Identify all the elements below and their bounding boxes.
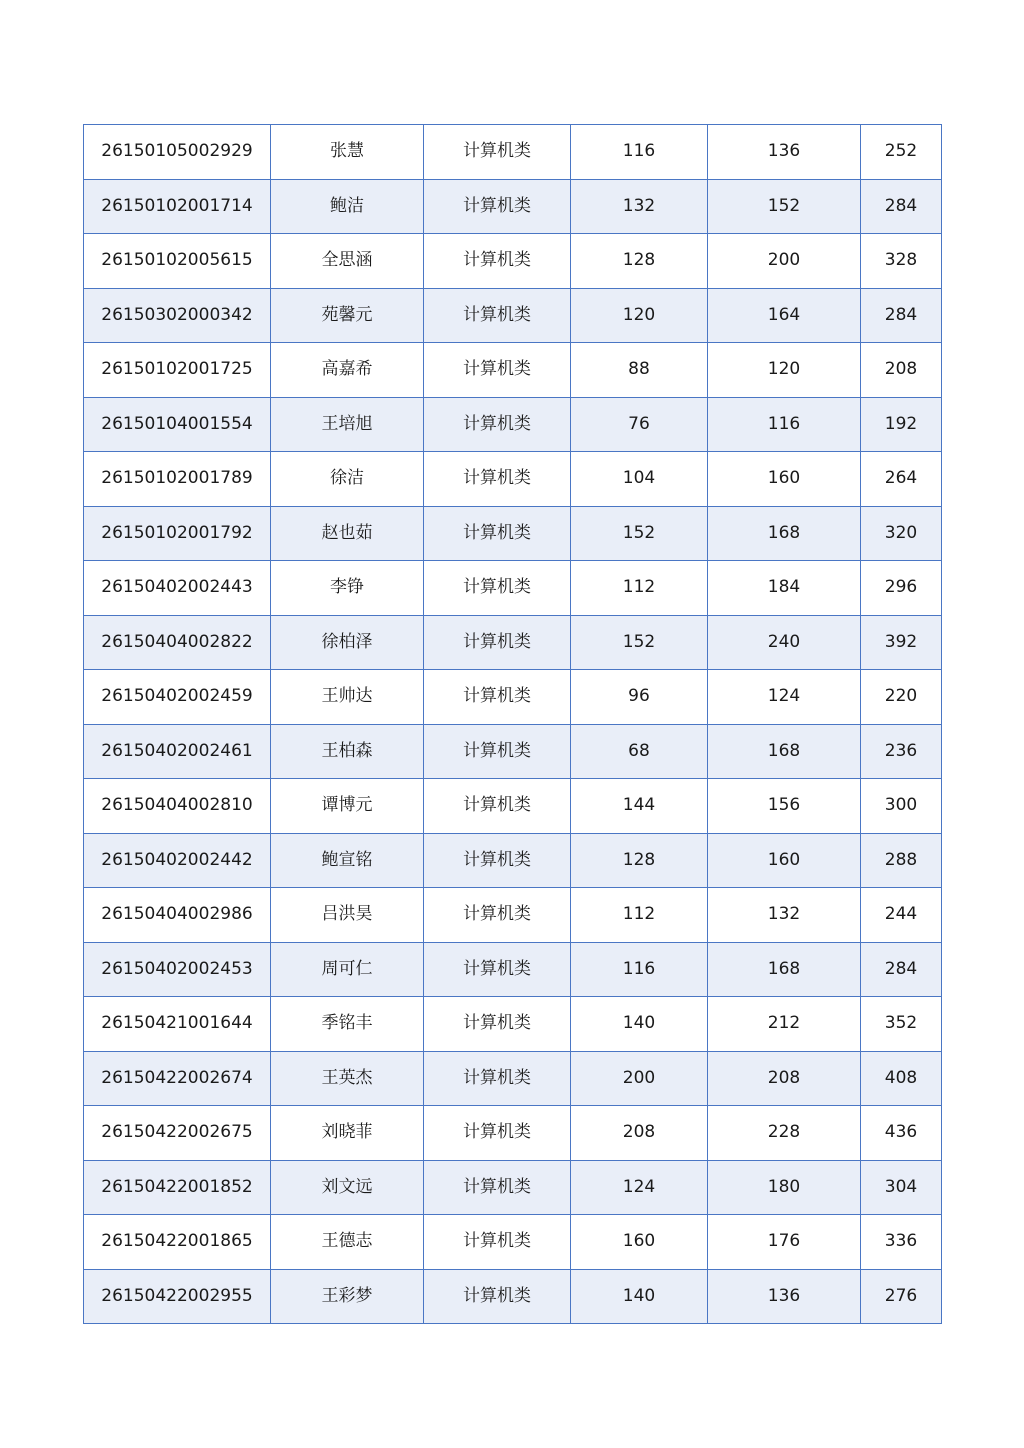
cell-score-1: 208 bbox=[571, 1106, 708, 1161]
cell-exam-id: 26150402002443 bbox=[84, 561, 271, 616]
table-row bbox=[84, 779, 942, 834]
cell-major: 计算机类 bbox=[424, 179, 571, 234]
cell-score-1: 76 bbox=[571, 397, 708, 452]
cell-exam-id: 26150421001644 bbox=[84, 997, 271, 1052]
cell-score-1: 120 bbox=[571, 288, 708, 343]
table-row bbox=[84, 724, 942, 779]
cell-total: 300 bbox=[861, 779, 942, 834]
cell-exam-id: 26150422002955 bbox=[84, 1269, 271, 1324]
cell-name: 鲍洁 bbox=[271, 179, 424, 234]
cell-total: 284 bbox=[861, 942, 942, 997]
cell-score-2: 180 bbox=[708, 1160, 861, 1215]
cell-score-1: 116 bbox=[571, 125, 708, 180]
cell-major: 计算机类 bbox=[424, 1106, 571, 1161]
cell-score-1: 160 bbox=[571, 1215, 708, 1270]
cell-total: 284 bbox=[861, 288, 942, 343]
cell-name: 全思涵 bbox=[271, 234, 424, 289]
table-row bbox=[84, 942, 942, 997]
cell-major: 计算机类 bbox=[424, 234, 571, 289]
cell-major: 计算机类 bbox=[424, 833, 571, 888]
cell-score-2: 168 bbox=[708, 942, 861, 997]
cell-score-2: 132 bbox=[708, 888, 861, 943]
cell-score-2: 168 bbox=[708, 724, 861, 779]
cell-name: 徐洁 bbox=[271, 452, 424, 507]
cell-total: 284 bbox=[861, 179, 942, 234]
cell-score-2: 200 bbox=[708, 234, 861, 289]
cell-total: 208 bbox=[861, 343, 942, 398]
cell-name: 张慧 bbox=[271, 125, 424, 180]
table-row bbox=[84, 1106, 942, 1161]
cell-total: 408 bbox=[861, 1051, 942, 1106]
cell-exam-id: 26150422002674 bbox=[84, 1051, 271, 1106]
cell-total: 328 bbox=[861, 234, 942, 289]
cell-exam-id: 26150402002461 bbox=[84, 724, 271, 779]
table-row bbox=[84, 561, 942, 616]
cell-total: 320 bbox=[861, 506, 942, 561]
cell-score-2: 212 bbox=[708, 997, 861, 1052]
cell-exam-id: 26150402002442 bbox=[84, 833, 271, 888]
cell-major: 计算机类 bbox=[424, 452, 571, 507]
table-row bbox=[84, 888, 942, 943]
cell-score-1: 152 bbox=[571, 506, 708, 561]
cell-exam-id: 26150422002675 bbox=[84, 1106, 271, 1161]
cell-exam-id: 26150422001865 bbox=[84, 1215, 271, 1270]
cell-score-2: 228 bbox=[708, 1106, 861, 1161]
table-row bbox=[84, 1215, 942, 1270]
cell-name: 吕洪昊 bbox=[271, 888, 424, 943]
cell-name: 鲍宣铭 bbox=[271, 833, 424, 888]
cell-name: 季铭丰 bbox=[271, 997, 424, 1052]
cell-score-2: 124 bbox=[708, 670, 861, 725]
cell-score-2: 116 bbox=[708, 397, 861, 452]
cell-exam-id: 26150422001852 bbox=[84, 1160, 271, 1215]
cell-major: 计算机类 bbox=[424, 397, 571, 452]
cell-major: 计算机类 bbox=[424, 288, 571, 343]
cell-name: 王培旭 bbox=[271, 397, 424, 452]
cell-name: 徐柏泽 bbox=[271, 615, 424, 670]
cell-score-1: 128 bbox=[571, 833, 708, 888]
cell-score-2: 164 bbox=[708, 288, 861, 343]
table-row bbox=[84, 997, 942, 1052]
cell-major: 计算机类 bbox=[424, 1051, 571, 1106]
cell-name: 王彩梦 bbox=[271, 1269, 424, 1324]
cell-major: 计算机类 bbox=[424, 125, 571, 180]
cell-exam-id: 26150102001789 bbox=[84, 452, 271, 507]
table-row bbox=[84, 670, 942, 725]
cell-major: 计算机类 bbox=[424, 506, 571, 561]
cell-exam-id: 26150102001725 bbox=[84, 343, 271, 398]
cell-major: 计算机类 bbox=[424, 670, 571, 725]
cell-major: 计算机类 bbox=[424, 1160, 571, 1215]
cell-name: 高嘉希 bbox=[271, 343, 424, 398]
cell-score-2: 156 bbox=[708, 779, 861, 834]
cell-exam-id: 26150102005615 bbox=[84, 234, 271, 289]
cell-total: 252 bbox=[861, 125, 942, 180]
cell-score-1: 88 bbox=[571, 343, 708, 398]
cell-name: 周可仁 bbox=[271, 942, 424, 997]
table-row bbox=[84, 343, 942, 398]
table-row bbox=[84, 452, 942, 507]
cell-major: 计算机类 bbox=[424, 997, 571, 1052]
cell-major: 计算机类 bbox=[424, 724, 571, 779]
cell-total: 288 bbox=[861, 833, 942, 888]
table-row bbox=[84, 615, 942, 670]
cell-total: 392 bbox=[861, 615, 942, 670]
cell-name: 苑馨元 bbox=[271, 288, 424, 343]
table-row bbox=[84, 234, 942, 289]
cell-score-2: 136 bbox=[708, 125, 861, 180]
cell-score-2: 160 bbox=[708, 452, 861, 507]
cell-score-1: 132 bbox=[571, 179, 708, 234]
cell-major: 计算机类 bbox=[424, 1269, 571, 1324]
cell-exam-id: 26150404002810 bbox=[84, 779, 271, 834]
cell-name: 王柏森 bbox=[271, 724, 424, 779]
cell-name: 王帅达 bbox=[271, 670, 424, 725]
cell-score-1: 140 bbox=[571, 1269, 708, 1324]
cell-score-1: 104 bbox=[571, 452, 708, 507]
cell-total: 296 bbox=[861, 561, 942, 616]
cell-total: 264 bbox=[861, 452, 942, 507]
cell-exam-id: 26150104001554 bbox=[84, 397, 271, 452]
cell-major: 计算机类 bbox=[424, 615, 571, 670]
cell-score-1: 140 bbox=[571, 997, 708, 1052]
cell-exam-id: 26150302000342 bbox=[84, 288, 271, 343]
cell-name: 谭博元 bbox=[271, 779, 424, 834]
cell-exam-id: 26150102001714 bbox=[84, 179, 271, 234]
cell-score-1: 112 bbox=[571, 561, 708, 616]
cell-name: 王英杰 bbox=[271, 1051, 424, 1106]
cell-score-2: 168 bbox=[708, 506, 861, 561]
cell-total: 304 bbox=[861, 1160, 942, 1215]
cell-score-1: 144 bbox=[571, 779, 708, 834]
table-row bbox=[84, 506, 942, 561]
cell-score-2: 208 bbox=[708, 1051, 861, 1106]
cell-score-1: 152 bbox=[571, 615, 708, 670]
cell-total: 336 bbox=[861, 1215, 942, 1270]
cell-exam-id: 26150105002929 bbox=[84, 125, 271, 180]
cell-total: 192 bbox=[861, 397, 942, 452]
cell-score-2: 176 bbox=[708, 1215, 861, 1270]
cell-total: 276 bbox=[861, 1269, 942, 1324]
cell-score-2: 160 bbox=[708, 833, 861, 888]
cell-score-1: 68 bbox=[571, 724, 708, 779]
table-row bbox=[84, 397, 942, 452]
table-row bbox=[84, 833, 942, 888]
cell-exam-id: 26150404002986 bbox=[84, 888, 271, 943]
cell-major: 计算机类 bbox=[424, 942, 571, 997]
score-table bbox=[83, 124, 942, 1324]
table-row bbox=[84, 1160, 942, 1215]
cell-score-1: 96 bbox=[571, 670, 708, 725]
cell-total: 352 bbox=[861, 997, 942, 1052]
cell-major: 计算机类 bbox=[424, 343, 571, 398]
cell-name: 赵也茹 bbox=[271, 506, 424, 561]
cell-total: 436 bbox=[861, 1106, 942, 1161]
cell-score-2: 136 bbox=[708, 1269, 861, 1324]
cell-total: 236 bbox=[861, 724, 942, 779]
cell-score-2: 184 bbox=[708, 561, 861, 616]
cell-score-2: 240 bbox=[708, 615, 861, 670]
cell-score-2: 152 bbox=[708, 179, 861, 234]
cell-score-1: 128 bbox=[571, 234, 708, 289]
cell-major: 计算机类 bbox=[424, 1215, 571, 1270]
cell-name: 刘晓菲 bbox=[271, 1106, 424, 1161]
table-body bbox=[84, 125, 942, 1324]
cell-exam-id: 26150102001792 bbox=[84, 506, 271, 561]
cell-score-1: 116 bbox=[571, 942, 708, 997]
cell-score-2: 120 bbox=[708, 343, 861, 398]
table-row bbox=[84, 288, 942, 343]
cell-major: 计算机类 bbox=[424, 561, 571, 616]
table-row bbox=[84, 125, 942, 180]
cell-score-1: 112 bbox=[571, 888, 708, 943]
table-row bbox=[84, 1051, 942, 1106]
cell-total: 220 bbox=[861, 670, 942, 725]
cell-major: 计算机类 bbox=[424, 888, 571, 943]
cell-name: 刘文远 bbox=[271, 1160, 424, 1215]
cell-name: 王德志 bbox=[271, 1215, 424, 1270]
table-row bbox=[84, 1269, 942, 1324]
table-row bbox=[84, 179, 942, 234]
cell-total: 244 bbox=[861, 888, 942, 943]
cell-major: 计算机类 bbox=[424, 779, 571, 834]
cell-exam-id: 26150404002822 bbox=[84, 615, 271, 670]
cell-score-1: 200 bbox=[571, 1051, 708, 1106]
cell-exam-id: 26150402002459 bbox=[84, 670, 271, 725]
cell-score-1: 124 bbox=[571, 1160, 708, 1215]
cell-name: 李铮 bbox=[271, 561, 424, 616]
cell-exam-id: 26150402002453 bbox=[84, 942, 271, 997]
